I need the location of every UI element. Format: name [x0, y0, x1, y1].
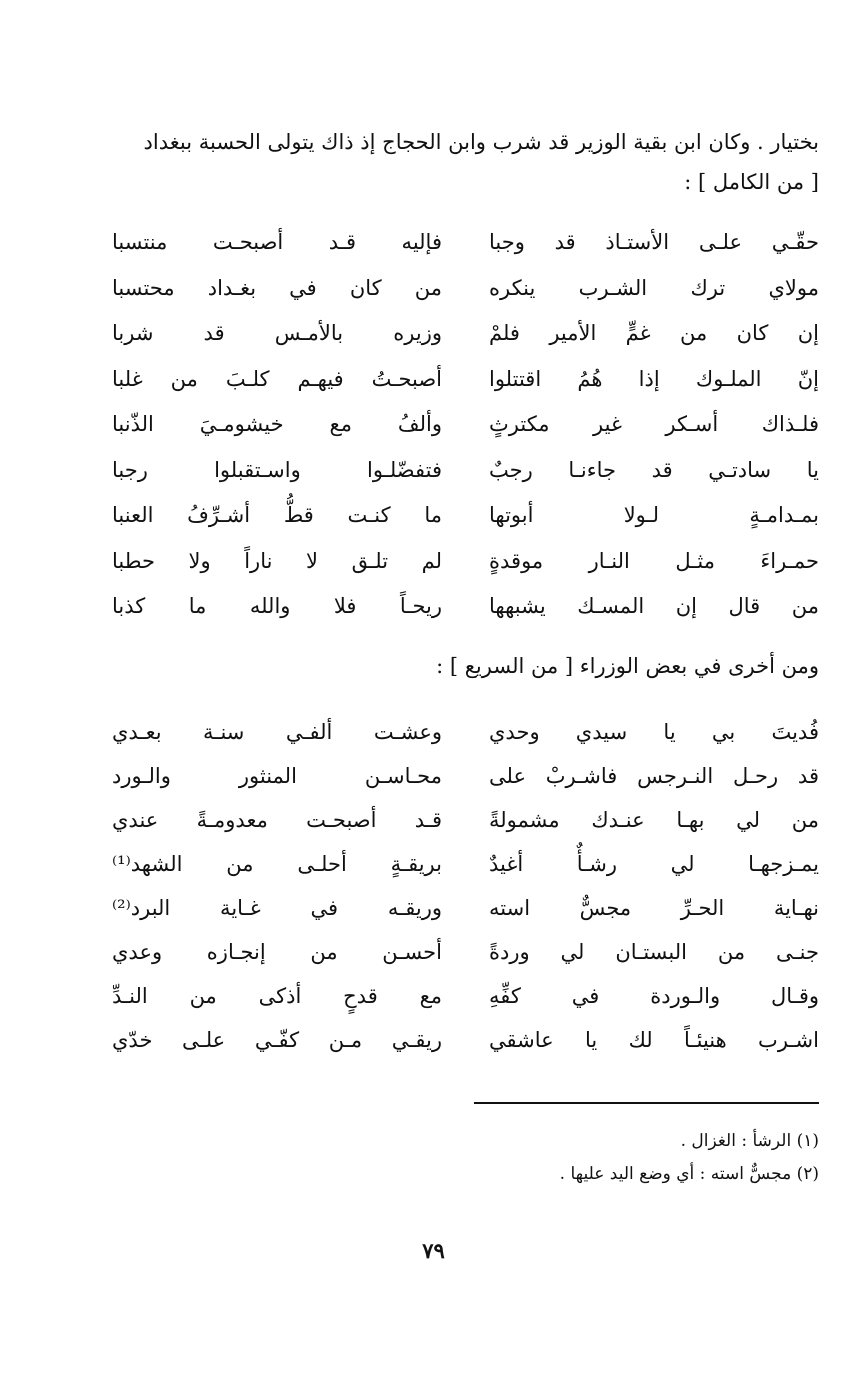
verse [47, 712, 819, 756]
verse [47, 1020, 819, 1064]
verse-first-hemistich: إن كان من غمٍّ الأمير فلمْ [489, 321, 819, 345]
verse-first-hemistich: بمـدامـةٍ لـولا أبوتها [489, 503, 819, 527]
verse-second-hemistich: أصبحـتُ فيهـم كلـبَ من غلبا [112, 366, 442, 391]
verse-second-hemistich: ريحـاً فلا والله ما كذبا [112, 594, 442, 618]
verse [47, 541, 819, 587]
verse [47, 359, 819, 405]
verse-second-hemistich: ريقـي مـن كفّـي علـى خدّي [112, 1028, 442, 1052]
verse-first-hemistich: فلـذاك أسـكر غير مكترثٍ [489, 412, 819, 436]
verse-first-hemistich: من لي بهـا عنـدك مشمولةً [489, 808, 819, 832]
second-intro-paragraph [47, 646, 819, 686]
verse [47, 222, 819, 268]
verse-first-hemistich: فُديتَ بي يا سيدي وحدي [489, 720, 819, 744]
verse [47, 756, 819, 800]
footnote: (١) الرشأ : الغزال . [680, 1131, 819, 1151]
verse-first-hemistich: مولاي ترك الشـرب ينكره [489, 275, 819, 300]
verse-second-hemistich: مع قدحٍ أذكى من النـدِّ [112, 984, 442, 1008]
verse [47, 586, 819, 632]
footnotes [319, 1125, 819, 1191]
poem-sari [47, 712, 819, 1064]
verse-first-hemistich: يمـزجهـا لي رشـأٌ أغيدٌ [489, 852, 819, 876]
verse-first-hemistich: قد رحـل النـرجس فاشـربْ على [489, 764, 819, 788]
intro-line-sari: ومن أخرى في بعض الوزراء [ من السريع ] : [436, 654, 819, 678]
verse [47, 800, 819, 844]
verse-second-hemistich: قـد أصبحـت معدومـةً عندي [112, 808, 442, 832]
intro-paragraph [47, 122, 819, 202]
verse-first-hemistich: يا سادتـي قد جاءنـا رجبٌ [489, 457, 819, 482]
verse-second-hemistich: وزيره بالأمـس قد شربا [112, 321, 442, 345]
verse-first-hemistich: حمـراءَ مثـل النـار موقدةٍ [489, 548, 819, 573]
footnote-separator [474, 1102, 819, 1104]
verse [47, 450, 819, 496]
verse-second-hemistich: ما كنـت قطُّ أشـرِّفُ العنبا [112, 503, 442, 527]
intro-line-1: بختيار . وكان ابن بقية الوزير قد شرب وابن الحجاج إذ ذاك يتولى الحسبة ببغداد [143, 130, 819, 154]
verse-first-hemistich: حقّـي علـى الأستـاذ قد وجبا [489, 230, 819, 254]
verse-second-hemistich: من كان في بغـداد محتسبا [112, 275, 442, 300]
verse-first-hemistich: وقـال والـوردة في كفِّهِ [489, 984, 819, 1008]
verse [47, 844, 819, 888]
page-number: ٧٩ [422, 1238, 445, 1263]
verse-second-hemistich: بريقـةٍ أحلـى من الشهد⁽¹⁾ [112, 852, 442, 876]
verse-second-hemistich: لم تلـق لا ناراً ولا حطبا [112, 548, 442, 573]
verse [47, 888, 819, 932]
footnote: (٢) مجسٌّ استه : أي وضع اليد عليها . [559, 1164, 819, 1184]
verse [47, 404, 819, 450]
verse-first-hemistich: جنـى من البستـان لي وردةً [489, 940, 819, 964]
verse-second-hemistich: أحسـن من إنجـازه وعدي [112, 940, 442, 964]
verse-second-hemistich: فإليه قـد أصبحـت منتسبا [112, 230, 442, 254]
verse [47, 495, 819, 541]
verse-second-hemistich: محـاسـن المنثور والـورد [112, 764, 442, 788]
verse-first-hemistich: اشـرب هنيئـاً لك يا عاشقي [489, 1028, 819, 1052]
verse [47, 932, 819, 976]
poem-kamil [47, 222, 819, 632]
verse-second-hemistich: وريقـه في غـاية البرد⁽²⁾ [112, 896, 442, 920]
verse-first-hemistich: نهـاية الحـرِّ مجسٌّ استه [489, 896, 819, 920]
verse [47, 976, 819, 1020]
verse [47, 313, 819, 359]
verse-first-hemistich: من قال إن المسـك يشبهها [489, 594, 819, 618]
meter-label-kamil: [ من الكامل ] : [684, 170, 819, 194]
verse-second-hemistich: وألفُ مع خيشومـيَ الذّنبا [112, 412, 442, 436]
verse-second-hemistich: فتفضّلـوا واسـتقبلوا رجبا [112, 457, 442, 482]
verse-first-hemistich: إنّ الملـوك إذا هُمُ اقتتلوا [489, 366, 819, 391]
verse [47, 268, 819, 314]
verse-second-hemistich: وعشـت ألفـي سنـة بعـدي [112, 720, 442, 744]
